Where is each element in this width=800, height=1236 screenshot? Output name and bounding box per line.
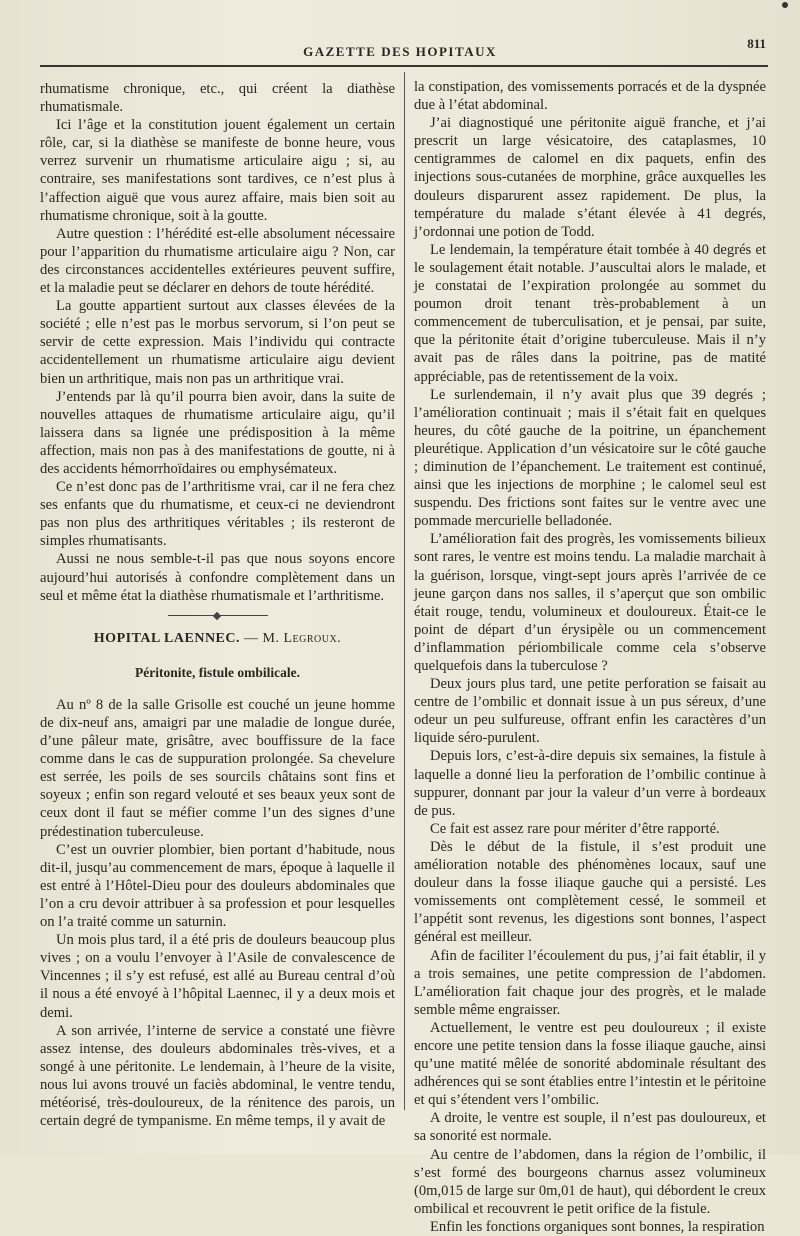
paragraph: Afin de faciliter l’écoulement du pus, j’ai fait établir, il y a trois semaines, une petite compression de l’abdomen. L’amélioration fait chaque jour des progrès, et le malade semble même engraisser.	[414, 947, 766, 1018]
paragraph: Le lendemain, la température était tombée à 40 degrés et le soulagement était notable. J’auscultai alors le malade, et je constatai de l’expiration prolongée au sommet du poumon droit tenant très-probablement à un commencement de tuberculisation, et je pensai, par suite, que la péritonite était d’origine tuberculeuse. Mais il n’y avait pas de râles dans la poitrine, pas de matité appréciable, pas de retentissement de la voix.	[414, 241, 766, 385]
column-divider	[404, 72, 405, 1110]
paragraph: La goutte appartient surtout aux classes élevées de la société ; elle n’est pas le morbus servorum, si l’on peut se servir de cette expression. Mais l’individu qui contracte accidentellement un rhumatisme articulaire aigu devient bien un arthritique, mais non pas un arthritique vrai.	[40, 298, 395, 387]
paragraph: A droite, le ventre est souple, il n’est pas douloureux, et sa sonorité est normale.	[414, 1110, 766, 1145]
hospital-name: HOPITAL LAENNEC.	[93, 630, 241, 646]
paragraph: C’est un ouvrier plombier, bien portant d’habitude, nous dit-il, jusqu’au commencement de mars, époque à laquelle il est entré à l’Hôtel-Dieu pour des douleurs abdominales que l’on a cru devoir attribuer à sa profession et pour lesquelles on l’a traité comme un saturnin.	[40, 841, 395, 931]
paragraph: Ici l’âge et la constitution jouent également un certain rôle, car, si la diathèse se manifeste de bonne heure, vous verrez survenir un rhumatisme articulaire aigu ; si, au contraire, ses manifestations sont tardives, ce n’est plus à l’affection aiguë que vous aurez affaire, mais bien soit au rhumatisme chronique, soit à la goutte.	[40, 117, 395, 224]
paragraph: Enfin les fonctions organiques sont bonnes, la respiration	[430, 1218, 765, 1235]
paragraph: Un mois plus tard, il a été pris de douleurs beaucoup plus vives ; on a voulu l’envoyer à l’Asile de convalescence de Vincennes ; il s’y est refusé, est allé au Bureau central d’où il nous a été envoyé à l’hôpital Laennec, il y a deux mois et demi.	[40, 932, 395, 1021]
corner-mark	[782, 2, 788, 8]
paragraph: Au centre de l’abdomen, dans la région de l’ombilic, il s’est formé des bourgeons charnus assez volumineux (0m,015 de large sur 0m,01 de haut), qui débordent le creux ombilical et recouvrent le petit orifice de la fistule.	[414, 1146, 766, 1217]
page-number: 811	[747, 36, 766, 51]
paragraph: rhumatisme chronique, etc., qui créent la diathèse rhumatismale.	[40, 81, 395, 116]
paragraph: J’entends par là qu’il pourra bien avoir, dans la suite de nouvelles attaques de rhumatisme articulaire aigu, qu’il laissera dans sa lignée une prédisposition à la même affection, mais non pas à des manifestations de goutte, ni à des accidents hémorrhoïdaires ou emphysémateux.	[40, 388, 395, 477]
paragraph: la constipation, des vomissements porracés et de la dyspnée due à l’état abdominal.	[414, 79, 766, 114]
section-separator	[168, 615, 268, 616]
right-column	[414, 78, 766, 1236]
left-column	[40, 80, 395, 1130]
paragraph: Ce fait est assez rare pour mériter d’être rapporté.	[430, 820, 720, 837]
paragraph: Autre question : l’hérédité est-elle absolument nécessaire pour l’apparition du rhumatisme articulaire aigu ? Non, car des circonstances accidentelles extérieures peuvent suffire, et la maladie peut se déclarer en dehors de toute hérédité.	[40, 225, 395, 297]
paragraph: Deux jours plus tard, une petite perforation se faisait au centre de l’ombilic et donnait issue à un pus séreux, d’une odeur un peu sulfureuse, offrant enfin les caractères d’un liquide séro-purulent.	[414, 676, 766, 747]
paragraph: J’ai diagnostiqué une péritonite aiguë franche, et j’ai prescrit un large vésicatoire, des cataplasmes, 10 centigrammes de calomel en dix paquets, enfin des injections sous-cutanées de morphine, grâce auxquelles les douleurs disparurent assez rapidement. De plus, la température du malade s’étant élevée à 41 degrés, j’ordonnai une potion de Todd.	[414, 115, 766, 240]
page-title: GAZETTE DES HOPITAUX	[303, 44, 497, 59]
case-title: Péritonite, fistule ombilicale.	[135, 664, 300, 680]
paragraph: Dès le début de la fistule, il s’est produit une amélioration notable des phénomènes locaux, sauf une douleur dans la fosse iliaque gauche qui a persisté. Les vomissements ont complètement cessé, le sommeil et l’appétit sont revenus, les digestions sont bonnes, l’aspect général est meilleur.	[414, 838, 766, 946]
paragraph: L’amélioration fait des progrès, les vomissements bilieux sont rares, le ventre est moins tendu. La maladie marchait à la guérison, lorsque, vingt-sept jours après l’arrivée de ce jeune garçon dans nos salles, il s’aperçut que son ombilic était rouge, tendu, volumineux et douloureux. Était-ce le point de départ d’un érysipèle ou un commencement d’inflammation périombilicale comme cela s’observe quelquefois dans la tuberculose ?	[414, 531, 766, 674]
section-heading	[40, 630, 395, 648]
paragraph: A son arrivée, l’interne de service a constaté une fièvre assez intense, des douleurs abdominales très-vives, et a songé à une péritonite. Le lendemain, à l’heure de la visite, nous lui avons trouvé un faciès abdominal, le ventre tendu, météorisé, très-douloureux, de la rénitence des parois, un certain degré de tympanisme. En même temps, il y avait de	[40, 1022, 395, 1130]
header-rule	[40, 65, 768, 67]
paragraph: Le surlendemain, il n’y avait plus que 39 degrés ; l’amélioration continuait ; mais il s’était fait en quelques heures, du côté gauche de la poitrine, un épanchement pleurétique. Application d’un vésicatoire sur le côté gauche ; diminution de l’épanchement. Le traitement est continué, ainsi que les injections de morphine ; le calomel seul est suspendu. Des frictions sont faites sur le ventre avec une pommade mercurielle belladonée.	[414, 386, 766, 530]
paragraph: Ce n’est donc pas de l’arthritisme vrai, car il ne fera chez ses enfants que du rhumatisme, et ceux-ci ne deviendront pas non plus des arthritiques véritables ; ils resteront de simples rhumatisants.	[40, 479, 395, 550]
paragraph: Au nº 8 de la salle Grisolle est couché un jeune homme de dix-neuf ans, amaigri par une maladie de longue durée, d’une pâleur mate, grisâtre, avec bouffissure de la face comme dans le cas de suppuration prolongée. Sa chevelure est serrée, les poils de ses sourcils châtains sont fins et soyeux ; enfin son regard velouté et ses beaux yeux sont de ceux dont il faut se méfier comme l’un des signes d’une prédestination tuberculeuse.	[40, 696, 395, 840]
author-name: — M. Legroux.	[244, 630, 342, 646]
paragraph: Aussi ne nous semble-t-il pas que nous soyons encore aujourd’hui autorisés à confondre complètement dans un seul et même état la diathèse rhumatismale et l’arthritisme.	[40, 551, 395, 604]
paragraph: Depuis lors, c’est-à-dire depuis six semaines, la fistule à laquelle a donné lieu la perforation de l’ombilic continue à suppurer, donnant par jour la valeur d’un verre à bordeaux de pus.	[414, 748, 766, 819]
paragraph: Actuellement, le ventre est peu douloureux ; il existe encore une petite tension dans la fosse iliaque gauche, ainsi qu’une matité mêlée de sonorité abdominale résultant des adhérences qui se sont établies entre l’intestin et le péritoine et qui s’étendent vers l’ombilic.	[414, 1019, 766, 1109]
